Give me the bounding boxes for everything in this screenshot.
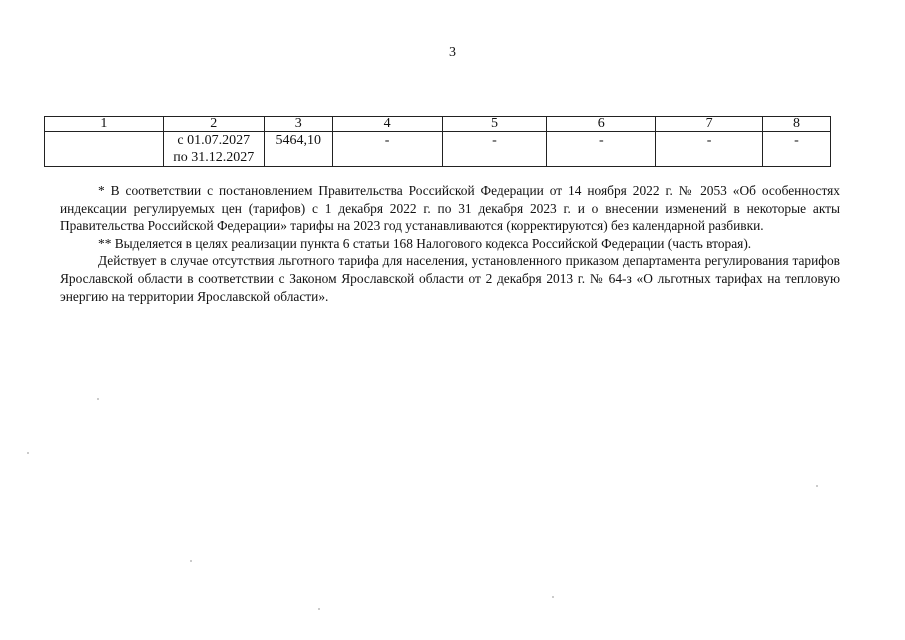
header-cell: 1: [45, 117, 164, 132]
table-cell: -: [763, 132, 831, 167]
footnote-2: ** Выделяется в целях реализации пункта 6 статьи 168 Налогового кодекса Российской Федерации (часть вторая).: [98, 235, 752, 251]
tariff-table: [44, 116, 831, 167]
scan-speck: [190, 560, 192, 562]
period-to: по 31.12.2027: [173, 150, 255, 165]
table-cell: -: [332, 132, 442, 167]
table-cell: -: [442, 132, 547, 167]
scan-speck: [27, 452, 29, 454]
scan-speck: [318, 608, 320, 610]
table-row: [45, 132, 831, 167]
table-cell: -: [547, 132, 656, 167]
table-cell-empty: [45, 132, 164, 167]
scan-speck: [552, 596, 554, 598]
header-cell: 4: [332, 117, 442, 132]
header-cell: 8: [763, 117, 831, 132]
header-cell: 5: [442, 117, 547, 132]
table-cell: -: [656, 132, 763, 167]
table-header-row: [45, 117, 831, 132]
header-cell: 2: [163, 117, 264, 132]
footnotes: [60, 182, 840, 305]
scan-speck: [816, 485, 818, 487]
header-cell: 6: [547, 117, 656, 132]
header-cell: 3: [264, 117, 332, 132]
header-cell: 7: [656, 117, 763, 132]
period-cell: [163, 132, 264, 167]
footnote-3: Действует в случае отсутствия льготного тарифа для населения, установленного приказом департамента регулирования тарифов Ярославской области в соответствии с Законом Ярославской области от 2 декабря 2013 г. № 64-з «О льготных тарифах на тепловую энергию на территории Ярославской области».: [60, 253, 840, 304]
scan-speck: [97, 398, 99, 400]
tariff-value: 5464,10: [264, 132, 332, 167]
footnote-1: * В соответствии с постановлением Правительства Российской Федерации от 14 ноября 2022 г. № 2053 «Об особенностях индексации регулируемых цен (тарифов) с 1 декабря 2022 г. по 31 декабря 2023 г. и о внесении изменений в некоторые акты Правительства Российской Федерации» тарифы на 2023 год устанавливаются (корректируются) без календарной разбивки.: [60, 183, 840, 234]
page-number: 3: [449, 45, 456, 60]
period-from: с 01.07.2027: [177, 133, 251, 148]
